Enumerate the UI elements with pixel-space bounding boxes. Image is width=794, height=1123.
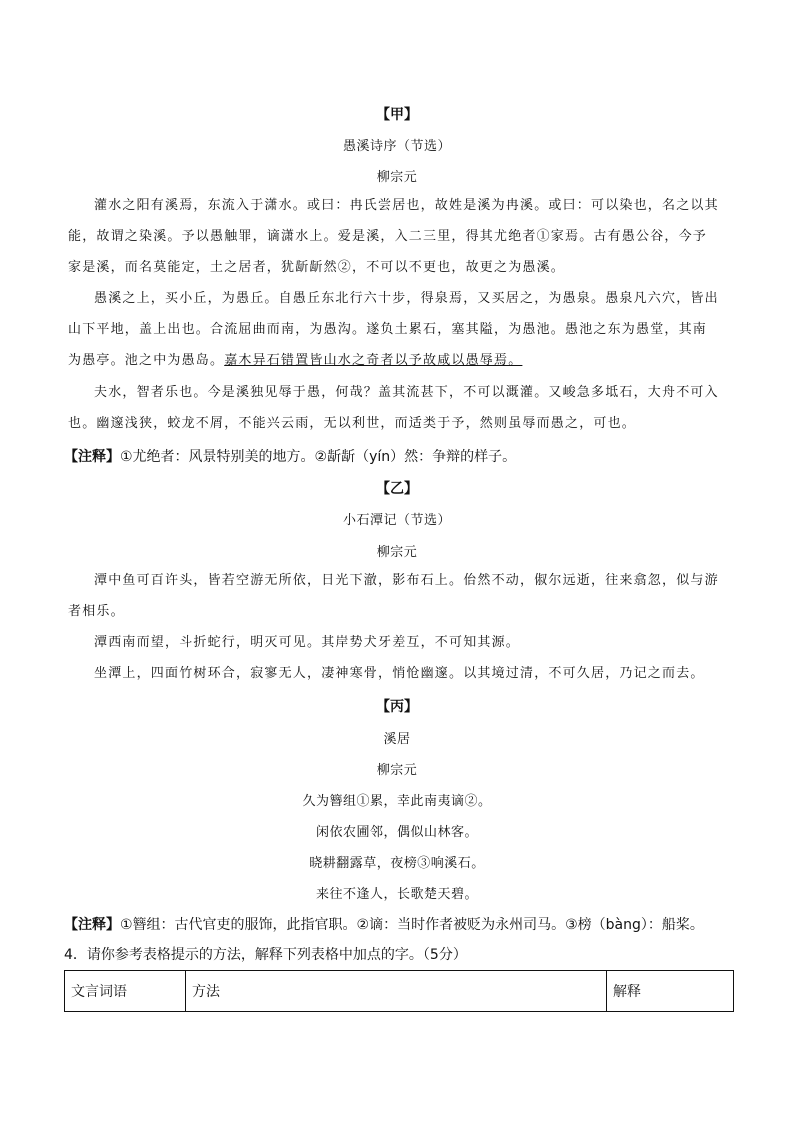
section-marker-yi: 【乙】: [376, 481, 418, 497]
table-header-cell: 解释: [607, 971, 734, 1012]
annotation-text: ①尤绝者：风景特别美的地方。②龂龂（yín）然：争辩的样子。: [120, 449, 517, 465]
title-xiju: 溪居: [383, 732, 411, 747]
table-header-cell: 文言词语: [65, 971, 186, 1012]
table-row: [65, 971, 734, 1012]
yi-paragraph-2: 潭西南而望，斗折蛇行，明灭可见。其岸势犬牙差互，不可知其源。: [94, 635, 521, 650]
title-yuxi-shixu: 愚溪诗序（节选）: [342, 139, 451, 154]
annotation-label: 【注释】: [64, 917, 120, 933]
annotation-label: 【注释】: [64, 449, 120, 465]
question-4: 4．请你参考表格提示的方法，解释下列表格中加点的字。（5分）: [64, 947, 467, 963]
poem-line: 晓耕翻露草，夜榜③响溪石。: [309, 856, 485, 871]
jia-paragraph-1: 灌水之阳有溪焉，东流入于潇水。或曰：冉氏尝居也，故姓是溪为冉溪。或曰：可以染也，名之以其能，故谓之染溪。予以愚触罪，谪潇水上。爱是溪，入二三里，得其尤绝者①家焉。古有愚公谷，今予家是溪，而名莫能定，土之居者，犹龂龂然②，不可以不更也，故更之为愚溪。: [68, 198, 719, 275]
title-xiaoshitan: 小石潭记（节选）: [342, 513, 451, 528]
annotation-jia: [64, 446, 744, 466]
author-bing: 柳宗元: [376, 763, 418, 778]
annotation-text: ①簪组：古代官吏的服饰，此指官职。②谪：当时作者被贬为永州司马。③榜（bàng）：船桨。: [120, 917, 704, 933]
answer-table: [64, 970, 734, 1012]
annotation-bing: [64, 914, 744, 934]
section-marker-jia: 【甲】: [376, 107, 418, 123]
underlined-sentence: 嘉木异石错置皆山水之奇者以予故咸以愚辱焉。: [224, 353, 523, 368]
yi-paragraph-3: 坐潭上，四面竹树环合，寂寥无人，凄神寒骨，悄怆幽邃。以其境过清，不可久居，乃记之而去。: [94, 666, 705, 681]
jia-paragraph-2-text: 愚溪之上，买小丘，为愚丘。自愚丘东北行六十步，得泉焉，又买居之，为愚泉。愚泉凡六穴，皆出山下平地，盖上出也。合流屈曲而南，为愚沟。遂负土累石，塞其隘，为愚池。愚池之东为愚堂，其南为愚亭。池之中为愚岛。: [68, 291, 719, 368]
table-header-cell: 方法: [186, 971, 607, 1012]
section-marker-bing: 【丙】: [376, 699, 418, 715]
author-yi: 柳宗元: [376, 545, 418, 560]
poem-line: 久为簪组①累，幸此南夷谪②。: [302, 794, 492, 809]
yi-paragraph-1: 潭中鱼可百许头，皆若空游无所依，日光下澈，影布石上。佁然不动，俶尔远逝，往来翕忽，似与游者相乐。: [68, 573, 719, 619]
author-jia: 柳宗元: [376, 170, 418, 185]
jia-paragraph-3: 夫水，智者乐也。今是溪独见辱于愚，何哉？盖其流甚下，不可以溉灌。又峻急多坻石，大舟不可入也。幽邃浅狭，蛟龙不屑，不能兴云雨，无以利世，而适类于予，然则虽辱而愚之，可也。: [68, 385, 719, 431]
jia-paragraph-2: [68, 283, 720, 376]
poem-line: 闲依农圃邻，偶似山林客。: [315, 825, 478, 840]
poem-line: 来往不逢人，长歌楚天碧。: [315, 887, 478, 902]
